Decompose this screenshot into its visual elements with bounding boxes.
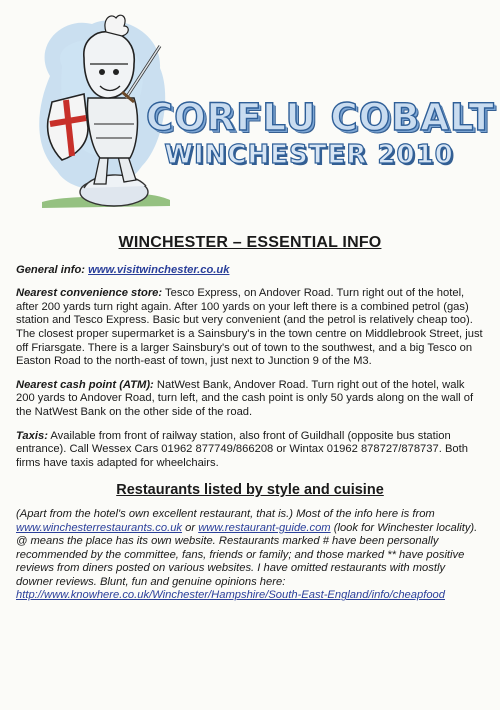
restaurant-guide-link[interactable]: www.restaurant-guide.com <box>198 521 331 534</box>
winchesterrestaurants-link[interactable]: www.winchesterrestaurants.co.uk <box>16 521 183 534</box>
convenience-store-label: Nearest convenience store: <box>16 287 163 300</box>
cash-point-paragraph <box>16 379 484 420</box>
cash-point-text: NatWest Bank, Andover Road. Turn right out of the hotel, walk 200 yards to Andover Road, turn left, and the cash point is only 50 yards along on the wall of the NatWest Bank on the other side of the road. <box>16 378 474 418</box>
knowhere-link[interactable]: http://www.knowhere.co.uk/Winchester/Hampshire/South-East-England/info/cheapfood <box>16 589 445 602</box>
or-text: or <box>185 521 196 534</box>
general-info-paragraph <box>16 264 484 278</box>
general-info-label: General info: <box>16 263 85 276</box>
logo-title: CORFLU COBALT <box>146 96 495 139</box>
visitwinchester-link[interactable]: www.visitwinchester.co.uk <box>88 263 230 276</box>
logo-subtitle: WINCHESTER 2010 <box>164 140 454 170</box>
taxis-text: Available from front of railway station, also front of Guildhall (opposite bus station entrance). Call Wessex Cars 01962 877749/866208 or Wintax 01962 878727/878737. Both firms have taxis adapted for wheelchairs. <box>16 429 468 469</box>
taxis-paragraph <box>16 430 484 471</box>
convenience-store-paragraph <box>16 287 484 369</box>
restaurants-intro-text-1: (Apart from the hotel's own excellent restaurant, that is.) Most of the info here is from <box>16 507 435 520</box>
corflu-cobalt-logo <box>140 92 495 182</box>
taxis-label: Taxis: <box>16 429 48 442</box>
convenience-store-text: Tesco Express, on Andover Road. Turn right out of the hotel, after 200 yards turn right again. After 100 yards on your left there is a combined petrol (gas) station and Tesco Express. Basic but very convenient (and the petrol is relatively cheap too). The closest proper supermarket is a Sainsbury's in the town centre on Middlebrook Street, just off Friarsgate. There is a larger Sainsbury's out of town to the southwest, and a big Tesco on Easton Road to the north-east of town, just next to Junction 9 of the M3. <box>16 287 483 368</box>
page-title: WINCHESTER – ESSENTIAL INFO <box>118 234 382 251</box>
restaurants-intro-text-2: (look for Winchester locality). @ means the place has its own website. Restaurants marked # have been personally recommended by the committee, fans, friends or family; and those marked ** have positive reviews from diners posted on various websites. I have omitted restaurants with mostly downer reviews. Blunt, fun and genuine opinions here: <box>16 521 478 588</box>
document-body <box>16 236 484 613</box>
cash-point-label: Nearest cash point (ATM): <box>16 378 154 391</box>
restaurants-heading: Restaurants listed by style and cuisine <box>116 482 384 499</box>
restaurants-intro-paragraph <box>16 508 484 603</box>
